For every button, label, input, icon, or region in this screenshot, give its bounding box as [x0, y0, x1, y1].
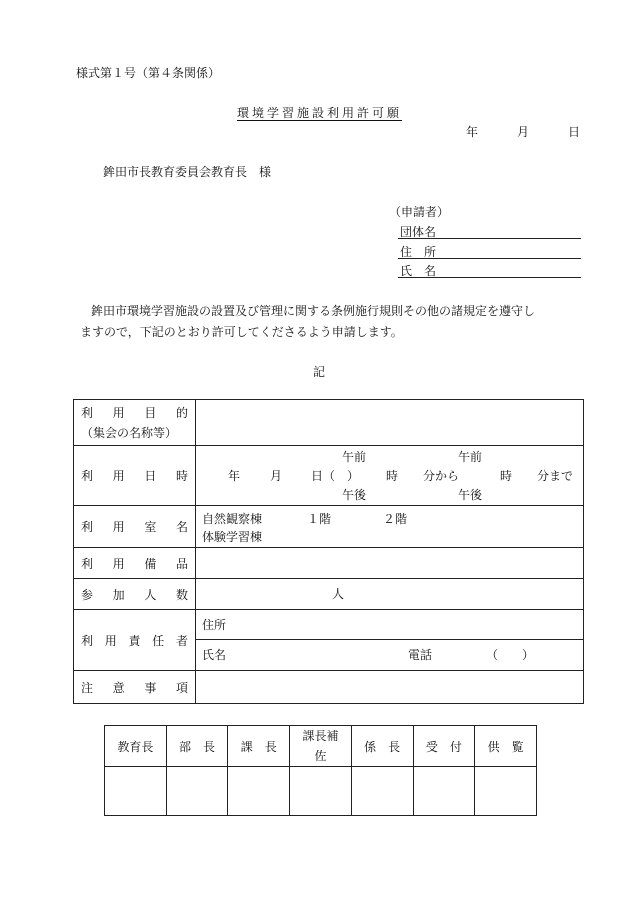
manager-address-input[interactable] [196, 610, 584, 640]
participants-label: 参 加 人 数 [81, 587, 188, 602]
equipment-label: 利 用 備 品 [81, 556, 188, 571]
approval-header-superintendent: 教育長 [105, 726, 167, 767]
floor-1-option[interactable]: １階 [307, 512, 332, 526]
usage-table [73, 399, 584, 704]
building-nature: 自然観察棟 [202, 512, 263, 526]
room-label-cell [74, 506, 196, 548]
approval-header-director: 部 長 [166, 726, 228, 767]
purpose-input[interactable] [196, 400, 584, 446]
address-line[interactable] [398, 258, 581, 259]
ki-mark: 記 [313, 365, 326, 379]
body-text-line2: ますので，下記のとおり許可してくださるよう申請します。 [80, 325, 403, 339]
date-day-field: 日（ ） [311, 469, 360, 483]
purpose-label: 利 用 目 的 [81, 405, 188, 420]
manager-name-input[interactable] [196, 640, 584, 671]
approval-stamp-table [104, 725, 537, 816]
row-purpose [74, 400, 584, 446]
manager-name-label: 氏名 [202, 648, 227, 662]
datetime-label: 利 用 日 時 [81, 469, 188, 483]
approval-stamp-row [105, 767, 537, 816]
applicant-header: （申請者） [389, 205, 450, 219]
stamp-assistant-chief[interactable] [290, 767, 352, 816]
datetime-label-cell [74, 446, 196, 506]
gozen-end: 午前 [458, 450, 483, 464]
address-label: 住 所 [400, 245, 437, 259]
notes-label-cell [74, 671, 196, 704]
purpose-sublabel: （集会の名称等） [81, 425, 178, 440]
end-minute-until: 分まで [537, 469, 574, 483]
approval-header-row [105, 726, 537, 767]
notes-label: 注 意 事 項 [81, 680, 188, 695]
approval-header-reception: 受 付 [413, 726, 475, 767]
date-month-field: 月 [270, 469, 283, 483]
stamp-reception[interactable] [413, 767, 475, 816]
stamp-unit-chief[interactable] [351, 767, 413, 816]
approval-header-assistant-chief: 課長補 佐 [290, 726, 352, 767]
name-line[interactable] [398, 277, 581, 278]
row-manager-address [74, 610, 584, 640]
stamp-circulation[interactable] [475, 767, 537, 816]
row-equipment [74, 548, 584, 579]
participants-label-cell [74, 579, 196, 610]
equipment-input[interactable] [196, 548, 584, 579]
org-name-line[interactable] [398, 238, 581, 239]
datetime-input[interactable] [196, 446, 584, 506]
room-label: 利 用 室 名 [81, 520, 188, 534]
date-day: 日 [568, 125, 581, 139]
room-input[interactable] [196, 506, 584, 548]
row-room [74, 506, 584, 548]
row-notes [74, 671, 584, 704]
gozen-start: 午前 [342, 450, 367, 464]
date-year-field: 年 [228, 469, 241, 483]
gogo-end: 午後 [458, 488, 483, 502]
notes-input[interactable] [196, 671, 584, 704]
row-participants [74, 579, 584, 610]
end-hour: 時 [500, 469, 513, 483]
body-text-line1: 鉾田市環境学習施設の設置及び管理に関する条例施行規則その他の諸規定を遵守し [91, 304, 536, 318]
org-name-label: 団体名 [400, 225, 437, 239]
stamp-section-chief[interactable] [228, 767, 290, 816]
row-datetime [74, 446, 584, 506]
approval-header-unit-chief: 係 長 [351, 726, 413, 767]
name-label: 氏 名 [400, 264, 437, 278]
date-year: 年 [466, 125, 479, 139]
manager-phone-label: 電話 [408, 648, 433, 662]
date-month: 月 [517, 125, 530, 139]
approval-header-section-chief: 課 長 [228, 726, 290, 767]
manager-label: 利 用 責 任 者 [81, 633, 188, 648]
building-experience[interactable]: 体験学習棟 [202, 530, 263, 544]
form-title: 環境学習施設利用許可願 [237, 106, 403, 120]
equipment-label-cell [74, 548, 196, 579]
stamp-director[interactable] [166, 767, 228, 816]
manager-phone-paren: （ ） [486, 648, 535, 662]
participants-unit: 人 [332, 587, 345, 601]
purpose-label-cell [74, 400, 196, 446]
manager-address-label: 住所 [202, 618, 227, 632]
form-number: 様式第１号（第４条関係） [76, 66, 221, 80]
start-minute-from: 分から [423, 469, 460, 483]
manager-label-cell [74, 610, 196, 671]
gogo-start: 午後 [342, 488, 367, 502]
addressee: 鉾田市長教育委員会教育長 様 [103, 165, 272, 179]
stamp-superintendent[interactable] [105, 767, 167, 816]
approval-header-circulation: 供 覧 [475, 726, 537, 767]
floor-2-option[interactable]: ２階 [383, 512, 408, 526]
start-hour: 時 [386, 469, 399, 483]
participants-input[interactable] [196, 579, 584, 610]
